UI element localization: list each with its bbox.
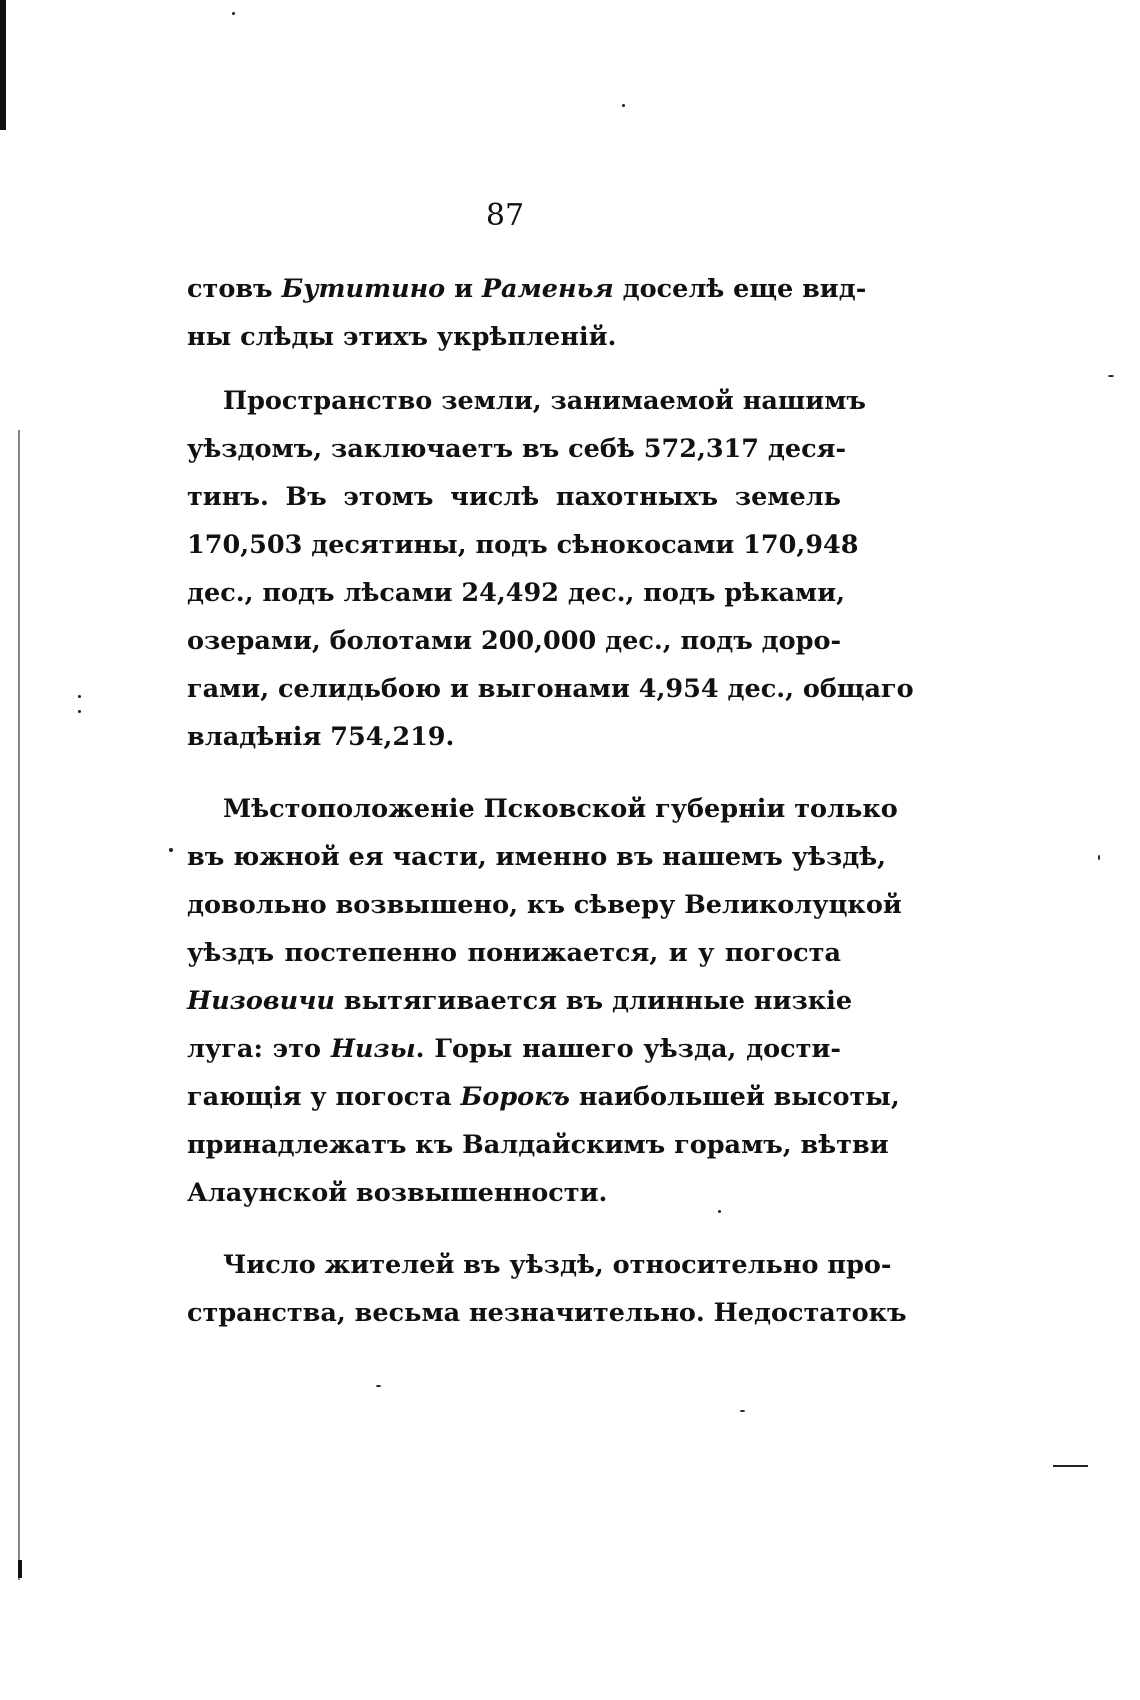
text-line <box>187 1073 900 1121</box>
text-run: доселѣ еще вид- <box>613 274 867 304</box>
place-name: Низовичи <box>187 986 335 1016</box>
text-run: уѣздомъ, заключаетъ въ себѣ 572,317 деся- <box>187 434 847 464</box>
text-run: Число жителей въ уѣздѣ, относительно про- <box>223 1250 892 1280</box>
place-name: Раменья <box>481 274 614 304</box>
text-line <box>187 521 859 569</box>
scan-edge-mark <box>0 0 6 130</box>
text-run: озерами, болотами 200,000 дес., подъ доро- <box>187 626 842 656</box>
text-run: принадлежатъ къ Валдайскимъ горамъ, вѣтви <box>187 1130 889 1160</box>
scan-speck <box>78 695 81 698</box>
text-line <box>187 977 853 1025</box>
text-run: уѣздъ постепенно понижается, и у погоста <box>187 938 841 968</box>
paragraph <box>187 377 914 761</box>
text-run: Алаунской возвышенности. <box>187 1178 608 1208</box>
text-line <box>187 473 841 521</box>
text-line <box>187 1121 889 1169</box>
text-run: довольно возвышено, къ сѣверу Великолуцкой <box>187 890 902 920</box>
text-line <box>187 665 914 713</box>
text-line <box>187 377 866 425</box>
paragraph <box>187 265 867 361</box>
text-line <box>187 313 841 361</box>
text-run: и <box>445 274 482 304</box>
scan-speck <box>232 12 235 15</box>
text-run: Пространство земли, занимаемой нашимъ <box>223 386 866 416</box>
text-run: стовъ <box>187 274 282 304</box>
place-name: Низы <box>330 1034 416 1064</box>
text-run: ны слѣды этихъ укрѣпленій. <box>187 322 617 352</box>
text-run: странства, весьма незначительно. Недостатокъ <box>187 1298 907 1328</box>
paragraph-gap <box>187 1217 841 1241</box>
place-name: Борокъ <box>460 1082 570 1112</box>
paragraph-gap <box>187 761 841 785</box>
text-line <box>187 785 898 833</box>
text-run: тинъ. Въ этомъ числѣ пахотныхъ земель <box>187 482 841 512</box>
scan-edge-mark-bottom <box>18 1560 22 1578</box>
text-run: въ южной ея части, именно въ нашемъ уѣздѣ, <box>187 842 887 872</box>
text-line <box>187 1025 841 1073</box>
place-name: Бутитино <box>281 274 446 304</box>
margin-rule <box>1053 1465 1088 1467</box>
paragraph <box>187 1241 907 1337</box>
text-run: вытягивается въ длинные низкіе <box>334 986 853 1016</box>
scan-speck <box>1108 375 1114 377</box>
paragraph-gap <box>187 361 841 377</box>
text-run: гами, селидьбою и выгонами 4,954 дес., общаго <box>187 674 914 704</box>
scan-edge-line <box>18 430 20 1580</box>
text-line <box>187 1289 907 1337</box>
text-run: гающія у погоста <box>187 1082 461 1112</box>
body-text <box>187 265 914 1337</box>
text-line <box>187 569 845 617</box>
paragraph <box>187 785 902 1217</box>
text-line <box>187 881 902 929</box>
text-line <box>187 929 841 977</box>
text-line <box>187 713 841 761</box>
scan-speck <box>376 1385 381 1387</box>
text-line <box>187 265 867 313</box>
text-run: владѣнія 754,219. <box>187 722 455 752</box>
text-run: . Горы нашего уѣзда, дости- <box>415 1034 841 1064</box>
text-run: наибольшей высоты, <box>569 1082 900 1112</box>
text-run: Мѣстоположеніе Псковской губерніи только <box>223 794 898 824</box>
scan-speck <box>1098 855 1100 860</box>
scan-speck <box>169 848 173 852</box>
text-line <box>187 1169 841 1217</box>
text-line <box>187 833 887 881</box>
text-line <box>187 425 847 473</box>
scan-speck <box>740 1410 745 1412</box>
scan-speck <box>78 710 81 713</box>
text-line <box>187 1241 892 1289</box>
page-number: 87 <box>485 198 525 233</box>
text-run: 170,503 десятины, подъ сѣнокосами 170,948 <box>187 530 859 560</box>
scan-speck <box>622 104 625 107</box>
text-run: луга: это <box>187 1034 331 1064</box>
text-line <box>187 617 841 665</box>
text-run: дес., подъ лѣсами 24,492 дес., подъ рѣками, <box>187 578 845 608</box>
